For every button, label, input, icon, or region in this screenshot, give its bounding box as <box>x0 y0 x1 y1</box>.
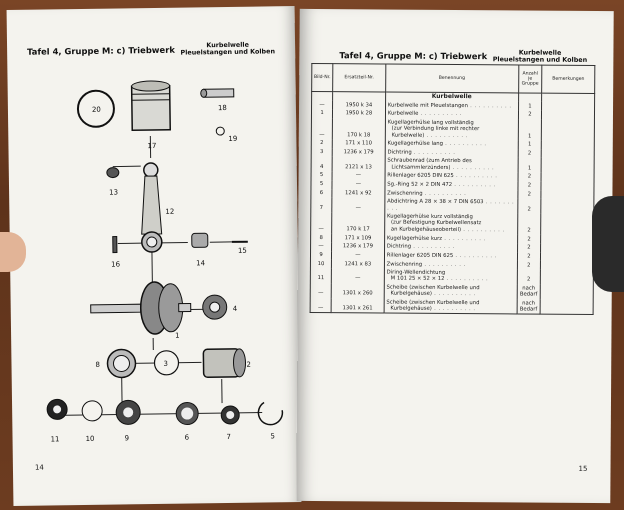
parts-table-body <box>310 91 595 314</box>
cell-anzahl: 2 <box>517 181 541 190</box>
cell-ersatzteil-nr: 1241 x 92 <box>332 189 385 198</box>
benennung-line: Rillenlager 6205 DIN 625 . . . <box>387 173 515 180</box>
parts-table <box>310 63 596 315</box>
benennung-line: an Kurbelgehäuseoberteil) . . . <box>387 226 515 233</box>
part-label: 6 <box>184 433 190 442</box>
cell-bild-nr: 6 <box>311 189 332 198</box>
right-page-number: 15 <box>578 464 588 473</box>
benennung-line: (zur Verbindung linke mit rechter <box>391 125 480 133</box>
cell-anzahl: 1 <box>518 140 542 149</box>
cell-ersatzteil-nr: 1236 x 179 <box>332 148 385 157</box>
cell-bild-nr: — <box>312 100 333 109</box>
connecting-rod-part <box>141 163 162 252</box>
part-label: 5 <box>270 432 276 441</box>
table-header-row <box>312 63 595 93</box>
bushing-part <box>107 167 119 177</box>
benennung-line: Sg.-Ring 52 × 2 DIN 472 . . . <box>387 182 515 189</box>
part-label: 13 <box>109 188 119 197</box>
part-label: 17 <box>147 141 157 151</box>
benennung-line: Kurbelwelle) . . . <box>388 132 516 139</box>
bolt-part <box>113 237 117 253</box>
cell-benennung <box>385 118 518 140</box>
col-header-anzahl: Anzahl je Gruppe <box>518 65 542 93</box>
cell-ersatzteil-nr: 1236 x 179 <box>332 242 385 251</box>
left-page <box>7 6 302 506</box>
left-header-line1: Kurbelwelle <box>206 40 249 50</box>
part-label: 8 <box>95 360 101 369</box>
cell-bemerkungen <box>541 158 594 173</box>
table-row <box>311 118 594 141</box>
benennung-line: Kugellagerhülse lang vollständig <box>387 119 474 126</box>
benennung-line: Abdichtring A 28 × 38 × 7 DIN 6503 . . . <box>387 199 515 213</box>
cell-bemerkungen <box>542 141 595 150</box>
cell-anzahl: 2 <box>517 190 541 199</box>
cell-anzahl: 1 <box>518 158 542 173</box>
right-page-header <box>339 43 587 64</box>
right-glove <box>592 196 624 292</box>
cell-ersatzteil-nr: 1301 x 260 <box>331 283 384 298</box>
crankshaft-part <box>90 281 191 334</box>
right-page <box>296 9 613 503</box>
cell-bild-nr: 9 <box>310 251 331 260</box>
benennung-line: Zwischenring . . . <box>387 190 515 197</box>
cell-benennung <box>384 213 517 235</box>
benennung-line: Zwischenring . . . <box>387 261 515 268</box>
part-label: 16 <box>111 260 121 269</box>
cell-bild-nr: 5 <box>311 180 332 189</box>
part-label: 1 <box>175 331 180 340</box>
part-label: 11 <box>50 435 60 444</box>
cell-anzahl: 2 <box>517 235 541 244</box>
cell-bemerkungen <box>541 173 594 182</box>
cell-ersatzteil-nr: 171 x 109 <box>332 233 385 242</box>
benennung-line: Scheibe (zwischen Kurbelwelle und <box>386 284 480 292</box>
cell-anzahl: 2 <box>517 213 541 234</box>
left-header-title: Tafel 4, Gruppe M: c) Triebwerk <box>27 44 175 57</box>
bearing-sleeve-short-part <box>107 349 135 377</box>
cell-bild-nr: 7 <box>311 197 332 212</box>
cell-bemerkungen <box>540 284 593 299</box>
cell-bemerkungen <box>541 199 594 214</box>
benennung-line: M 101 25 × 52 × 12 . . . <box>387 276 515 283</box>
cell-ersatzteil-nr: 1241 x 83 <box>331 259 384 268</box>
part-label: 9 <box>124 434 130 443</box>
cell-anzahl: 2 <box>517 269 541 284</box>
cell-bild-nr: 11 <box>310 268 331 283</box>
col-header-bemerkungen: Bemerkungen <box>542 65 595 93</box>
cell-benennung <box>384 283 517 299</box>
cell-bild-nr: — <box>310 298 331 313</box>
cell-ersatzteil-nr: 170 k 17 <box>332 212 385 234</box>
cell-anzahl: 2 <box>517 252 541 261</box>
right-header-line2: Pleuelstangen und Kolben <box>492 55 588 64</box>
intermediate-ring-part <box>176 402 198 424</box>
piston-part <box>132 81 171 131</box>
cell-benennung <box>385 157 518 173</box>
section-title: Kurbelwelle <box>385 92 518 102</box>
cell-anzahl: nach Bedarf <box>517 284 541 299</box>
cell-ersatzteil-nr: 1950 k 28 <box>333 109 386 118</box>
part-label: 12 <box>165 207 175 216</box>
benennung-line: Kugellagerhülse kurz . . . <box>387 235 515 242</box>
ball-bearing-part <box>116 400 140 424</box>
benennung-line: (zur Befestigung Kurbelwellensatz <box>390 220 482 227</box>
col-header-benennung: Benennung <box>385 64 518 93</box>
part-label: 18 <box>217 103 227 113</box>
oil-seal-part <box>221 406 239 424</box>
cell-ersatzteil-nr: 170 k 18 <box>332 118 385 140</box>
benennung-line: Kurbelgehäuse) . . . <box>386 291 514 298</box>
cell-bild-nr: — <box>311 212 332 233</box>
cell-bemerkungen <box>542 111 595 120</box>
benennung-line: Kugellagerhülse lang . . . <box>388 141 516 148</box>
cell-bild-nr: — <box>310 283 331 298</box>
cell-ersatzteil-nr: 2121 x 13 <box>332 157 385 172</box>
cell-ersatzteil-nr: 171 x 110 <box>332 139 385 148</box>
cell-benennung <box>384 298 517 314</box>
part-label: 4 <box>232 304 238 313</box>
part-label: 7 <box>226 432 232 442</box>
snap-ring-part <box>258 402 282 425</box>
table-row <box>311 212 594 235</box>
part-label: 20 <box>91 105 101 114</box>
cell-ersatzteil-nr: — <box>331 268 384 283</box>
cell-bemerkungen <box>541 244 594 253</box>
cell-bemerkungen <box>542 119 595 141</box>
col-header-bild-nr: Bild-Nr. <box>312 63 333 91</box>
exploded-parts-diagram <box>7 6 302 506</box>
bearing-sleeve-long-part <box>203 349 245 378</box>
right-header-line1: Kurbelwelle <box>518 48 562 57</box>
benennung-line: Kurbelwelle . . . <box>388 111 516 118</box>
cell-ersatzteil-nr: 1950 k 34 <box>333 101 386 110</box>
cell-ersatzteil-nr: 1301 x 261 <box>331 298 384 314</box>
col-header-ersatzteil-nr: Ersatzteil-Nr. <box>333 64 386 92</box>
cell-anzahl: 2 <box>517 243 541 252</box>
cell-bemerkungen <box>541 214 594 236</box>
circlip-part <box>216 127 224 135</box>
cell-bemerkungen <box>541 190 594 199</box>
cell-ersatzteil-nr: — <box>332 251 385 260</box>
helical-gear-part <box>203 295 227 319</box>
cell-bemerkungen <box>542 102 595 111</box>
cell-bemerkungen <box>541 235 594 244</box>
benennung-line: Diring-Wellendichtung <box>386 269 446 276</box>
benennung-line: Schraubenrad (zum Antrieb des <box>387 157 472 165</box>
benennung-line: Kurbelwelle mit Pleuelstangen . . . <box>388 102 516 109</box>
cell-bild-nr: — <box>311 118 332 139</box>
right-header-subtitle <box>493 49 588 64</box>
part-label: 14 <box>196 259 206 268</box>
cell-anzahl: 2 <box>518 111 542 120</box>
left-page-number: 14 <box>34 463 44 472</box>
part-label: 19 <box>228 134 238 143</box>
benennung-line: Dichtring . . . <box>387 244 515 251</box>
benennung-line: Dichtring . . . <box>387 149 515 156</box>
cell-ersatzteil-nr: — <box>332 171 385 180</box>
cell-anzahl: 2 <box>517 199 541 214</box>
cell-benennung <box>384 269 517 285</box>
cell-anzahl: 1 <box>518 102 542 111</box>
cell-bild-nr: — <box>311 242 332 251</box>
cell-bemerkungen <box>541 252 594 261</box>
cell-bild-nr: 3 <box>311 148 332 157</box>
cell-bild-nr: 1 <box>311 109 332 118</box>
benennung-line: Kugellagerhülse kurz vollständig <box>387 213 473 221</box>
cell-bild-nr: 10 <box>310 259 331 268</box>
cell-bemerkungen <box>540 299 593 315</box>
table-row <box>310 298 593 315</box>
cell-bild-nr: 4 <box>311 156 332 171</box>
cell-benennung <box>385 198 518 214</box>
shaft-seal-part <box>47 399 67 419</box>
part-label: 15 <box>237 246 247 255</box>
right-header-title: Tafel 4, Gruppe M: c) Triebwerk <box>339 50 488 62</box>
benennung-line: Scheibe (zwischen Kurbelwelle und <box>386 299 480 306</box>
cell-anzahl: nach Bedarf <box>517 299 541 314</box>
cell-ersatzteil-nr: — <box>332 197 385 212</box>
left-header-line2: Pleuelstangen und Kolben <box>180 47 276 57</box>
cell-ersatzteil-nr: — <box>332 180 385 189</box>
benennung-line: Kurbelgehäuse) . . . <box>386 306 514 313</box>
part-label: 2 <box>246 360 252 369</box>
cell-bild-nr: 5 <box>311 171 332 180</box>
cell-bild-nr: 8 <box>311 233 332 242</box>
cell-anzahl: 2 <box>518 149 542 158</box>
cell-anzahl: 2 <box>517 261 541 270</box>
piston-pin-part <box>201 89 234 97</box>
cell-bemerkungen <box>541 181 594 190</box>
part-label: 10 <box>85 434 95 443</box>
cell-bemerkungen <box>541 149 594 158</box>
cell-anzahl: 1 <box>518 119 542 140</box>
needle-bearing-part <box>192 233 208 247</box>
cell-bild-nr: 2 <box>311 139 332 148</box>
part-label: 3 <box>163 359 169 368</box>
cell-bemerkungen <box>541 270 594 285</box>
benennung-line: Lichtsammlerzünders) . . . <box>387 164 515 171</box>
cell-bemerkungen <box>541 261 594 270</box>
cell-anzahl: 2 <box>518 173 542 182</box>
spacer-ring-part <box>82 401 102 421</box>
benennung-line: Rillenlager 6205 DIN 625 . . . <box>387 252 515 259</box>
